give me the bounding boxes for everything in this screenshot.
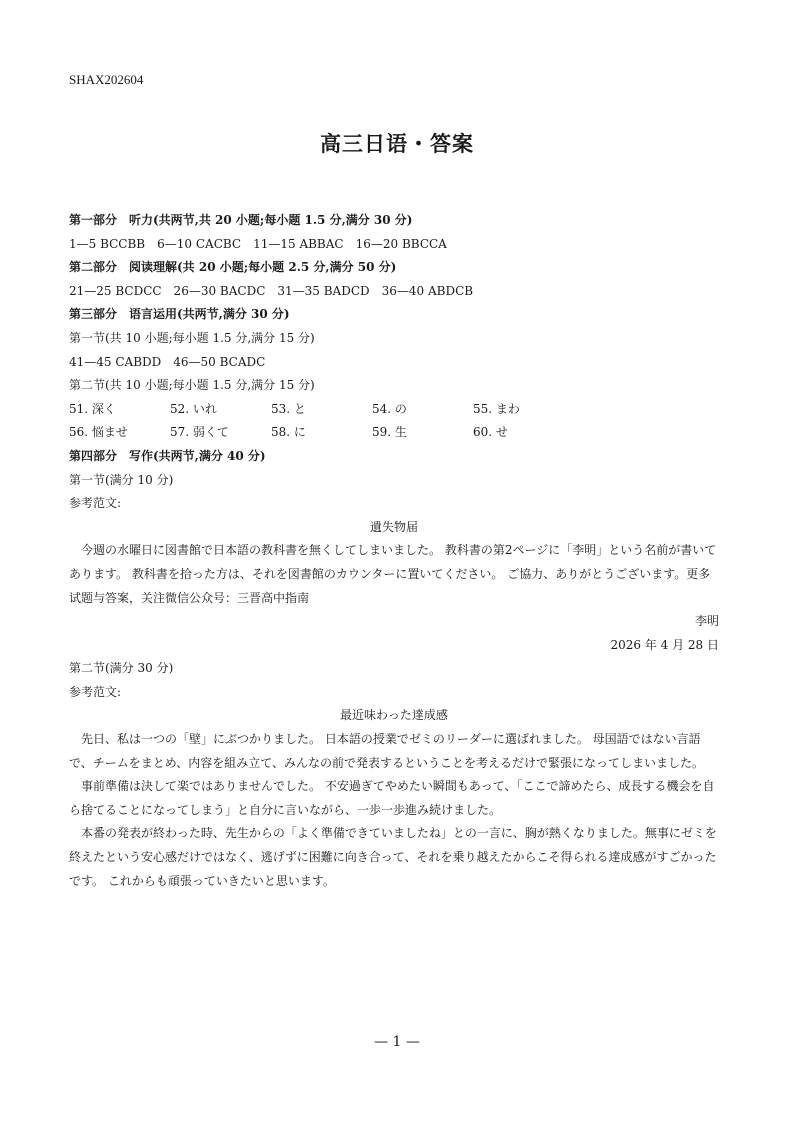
fill-answer: 57. 弱くて bbox=[170, 425, 229, 440]
part4-section1-ref-label: 参考范文: bbox=[69, 496, 122, 511]
part2-answers: 21—25 BCDCC 26—30 BACDC 31—35 BADCD 36—40 ABDCB bbox=[69, 283, 474, 298]
fill-answers-row-1 bbox=[69, 398, 719, 422]
part4-section2-heading: 第二节(满分 30 分) bbox=[69, 661, 174, 676]
document-code: SHAX202604 bbox=[69, 72, 144, 87]
answer-content bbox=[69, 209, 719, 893]
essay2-paragraph: 事前準備は決して楽ではありませんでした。 不安過ぎてやめたい瞬間もあって、「ここで諦めたら、成長する機会を自ら捨てることになってしまう」と自分に言いながら、一歩一歩進み続けました。 bbox=[69, 779, 715, 817]
fill-answer: 60. せ bbox=[473, 425, 508, 440]
essay1-paragraph: 今週の水曜日に図書館で日本語の教科書を無くしてしまいました。 教科書の第2ページに「李明」という名前が書いてあります。 教科書を拾った方は、それを図書館のカウンターに置いてください。 ご協力、ありがとうございます。更多试题与答案，关注微信公众号：三晋高中指南 bbox=[69, 543, 717, 605]
part4-section1-heading: 第一节(满分 10 分) bbox=[69, 472, 174, 487]
essay2-body bbox=[69, 728, 719, 893]
part3-section1-heading: 第一节(共 10 小题;每小题 1.5 分,满分 15 分) bbox=[69, 330, 315, 345]
fill-answers-row-2 bbox=[69, 421, 719, 445]
part2-heading: 第二部分 阅读理解(共 20 小题;每小题 2.5 分,满分 50 分) bbox=[69, 260, 397, 275]
fill-answer: 55. まわ bbox=[473, 401, 520, 416]
fill-answer: 58. に bbox=[271, 425, 306, 440]
part4-heading: 第四部分 写作(共两节,满分 40 分) bbox=[69, 448, 266, 463]
part4-section2-ref-label: 参考范文: bbox=[69, 684, 122, 699]
essay2-paragraph: 先日、私は一つの「壁」にぶつかりました。 日本語の授業でゼミのリーダーに選ばれました。 母国語ではない言語で、チームをまとめ、内容を組み立て、みんなの前で発表するということを考えるだけで緊張になってしまいました。 bbox=[69, 732, 705, 770]
fill-answer: 53. と bbox=[271, 401, 306, 416]
part3-section2-heading: 第二节(共 10 小题;每小题 1.5 分,满分 15 分) bbox=[69, 378, 315, 393]
fill-answer: 59. 生 bbox=[372, 425, 407, 440]
essay1-date: 2026 年 4 月 28 日 bbox=[610, 637, 719, 652]
essay2-title: 最近味わった達成感 bbox=[340, 708, 448, 723]
page-number: — 1 — bbox=[374, 1034, 420, 1050]
fill-answer: 52. いれ bbox=[170, 401, 217, 416]
page-title: 高三日语・答案 bbox=[320, 131, 474, 156]
essay2-paragraph: 本番の発表が終わった時、先生からの「よく準備できていましたね」との一言に、胸が熱くなりました。無事にゼミを終えたという安心感だけではなく、逃げずに困難に向き合って、それを乗り越えたからこそ得られる達成感がすごかったです。 これからも頑張っていきたいと思います。 bbox=[69, 826, 717, 888]
essay1-title: 遺失物届 bbox=[369, 519, 418, 534]
essay1-signature: 李明 bbox=[694, 614, 719, 629]
part3-section1-answers: 41—45 CABDD 46—50 BCADC bbox=[69, 354, 266, 369]
part1-heading: 第一部分 听力(共两节,共 20 小题;每小题 1.5 分,满分 30 分) bbox=[69, 213, 413, 227]
part1-answers: 1—5 BCCBB 6—10 CACBC 11—15 ABBAC 16—20 BBCCA bbox=[69, 236, 447, 251]
fill-answer: 56. 悩ませ bbox=[69, 425, 128, 440]
fill-answer: 51. 深く bbox=[69, 401, 116, 416]
part3-heading: 第三部分 语言运用(共两节,满分 30 分) bbox=[69, 307, 290, 322]
fill-answer: 54. の bbox=[372, 401, 407, 416]
